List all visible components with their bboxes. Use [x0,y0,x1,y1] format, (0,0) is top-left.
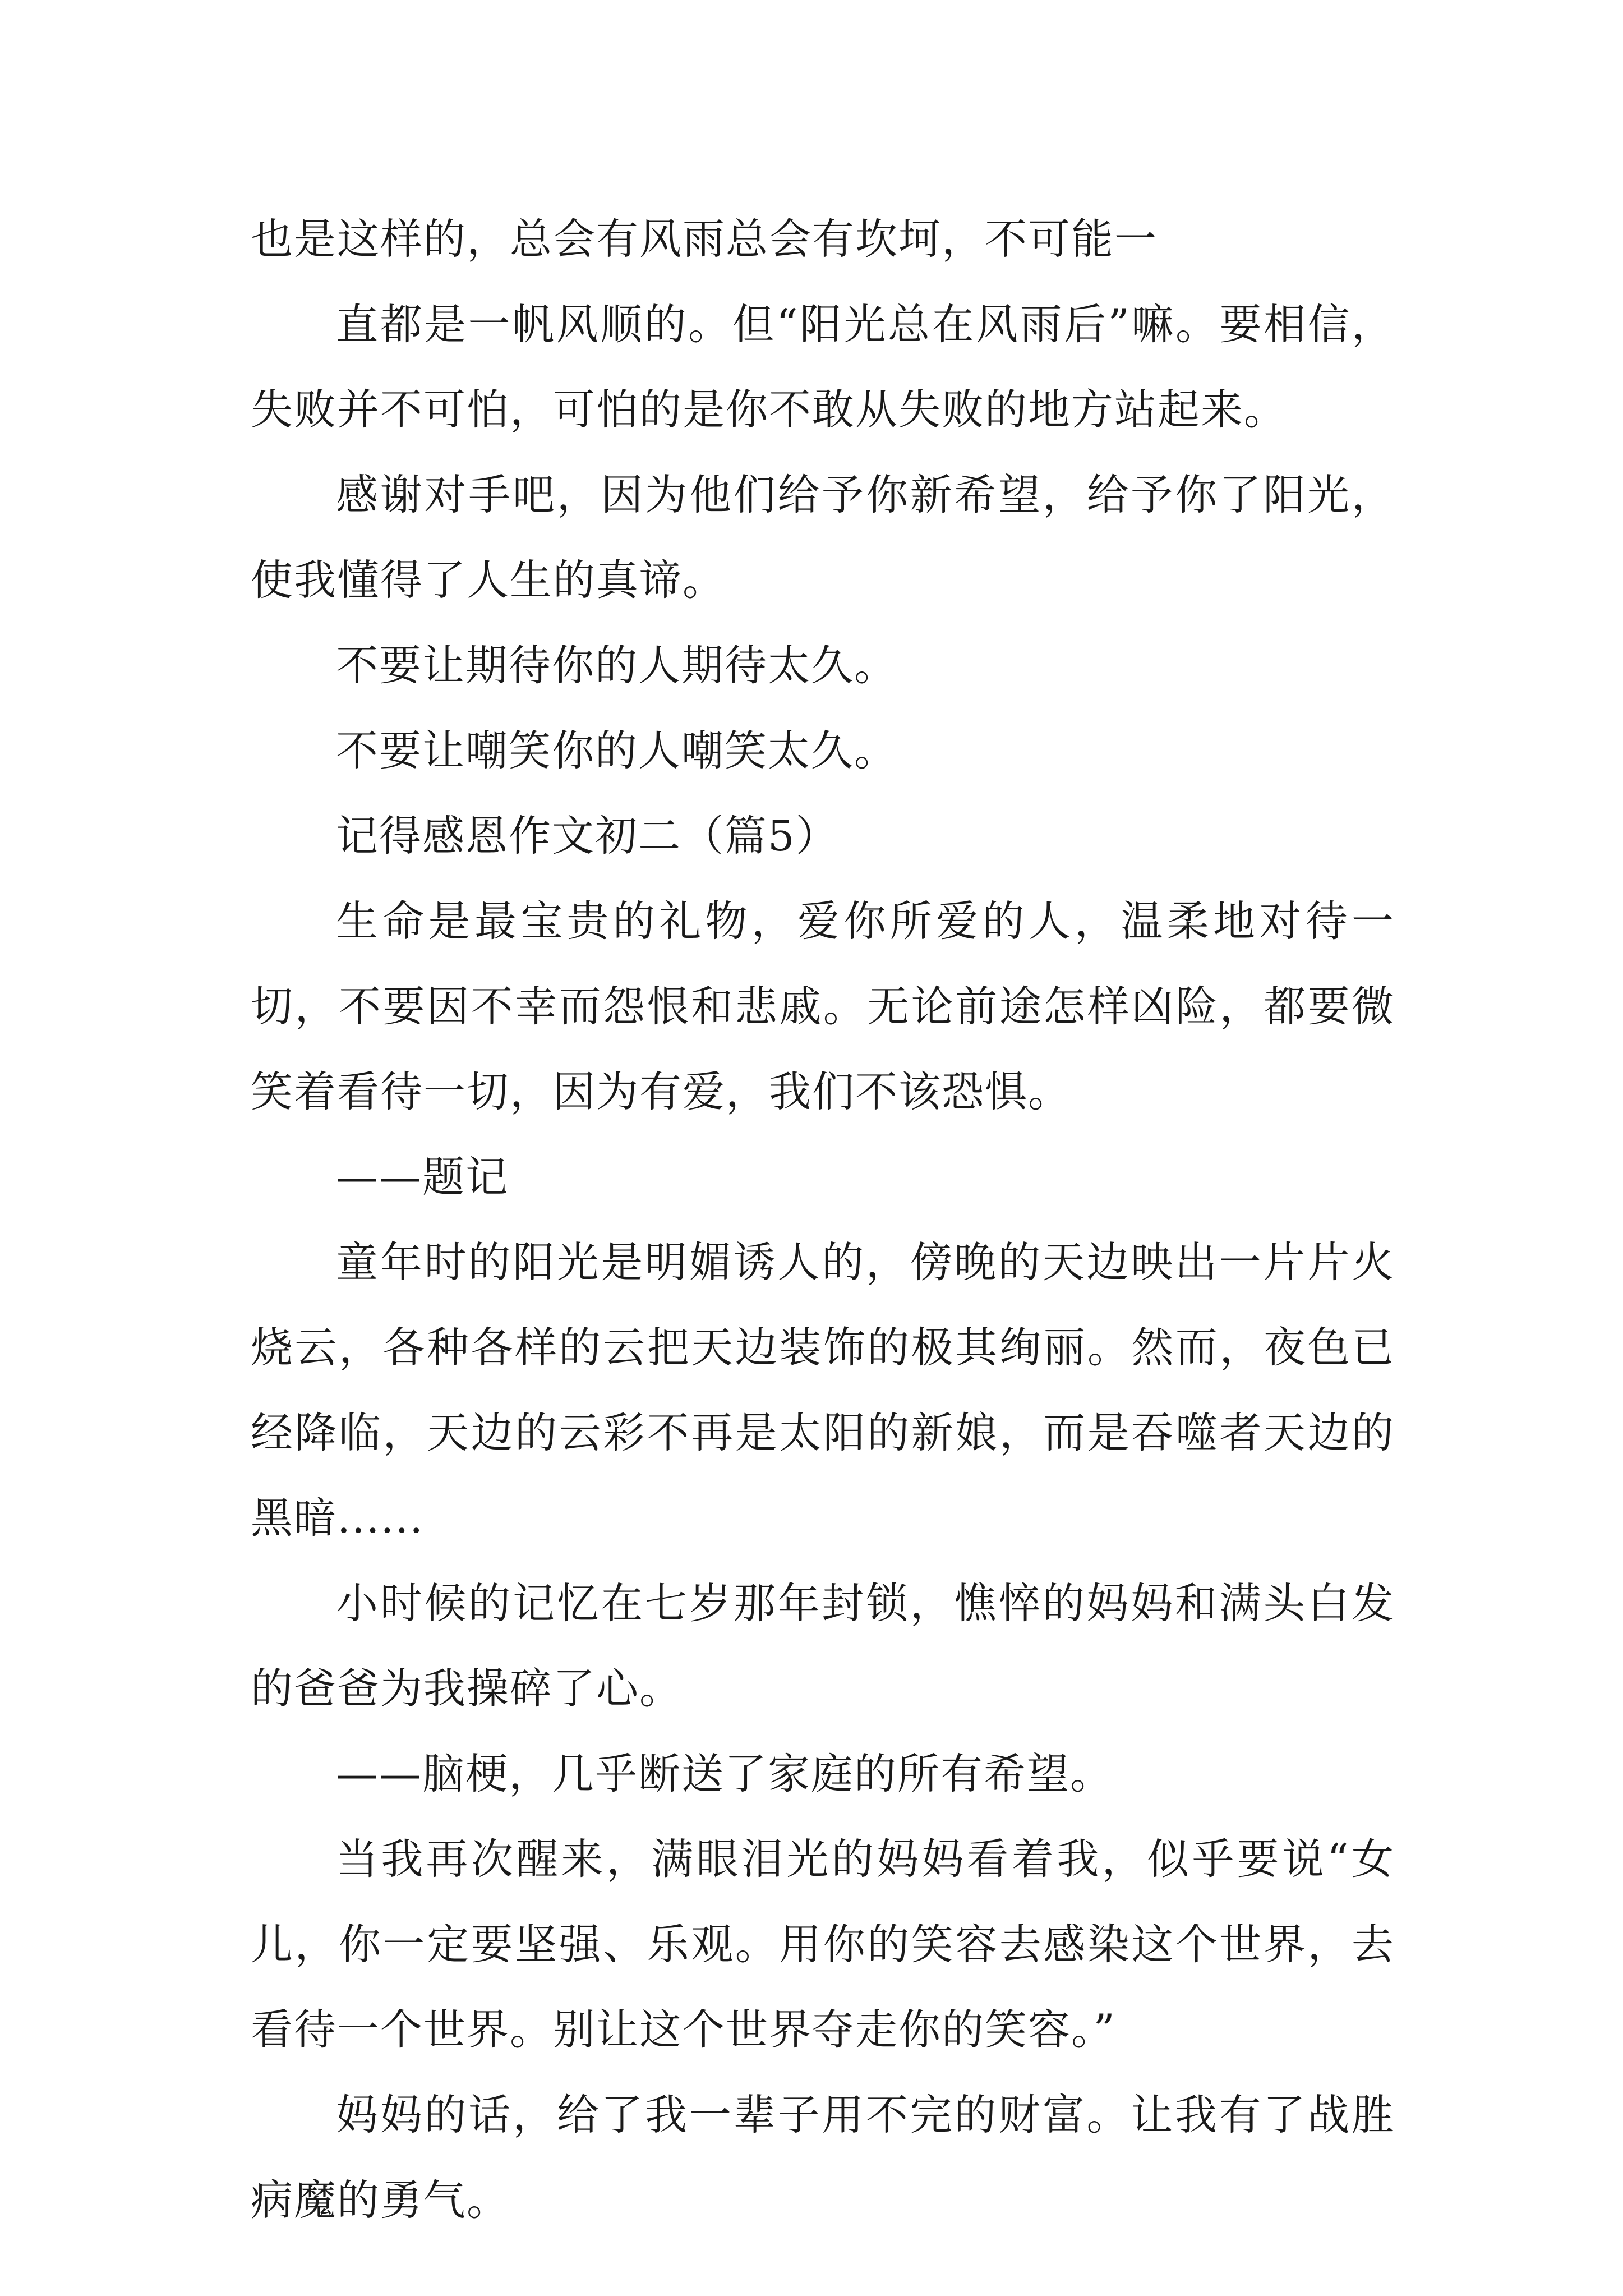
paragraph: ——脑梗，几乎断送了家庭的所有希望。 [336,1749,1114,1798]
epigraph-attribution: ——题记 [336,1152,509,1202]
paragraph: 感谢对手吧，因为他们给予你新希望，给予你了阳光，使我懂得了人生的真谛。 [251,470,1395,605]
paragraph: 不要让嘲笑你的人嘲笑太久。 [336,726,898,775]
paragraph: 当我再次醒来，满眼泪光的妈妈看着我，似乎要说“女儿，你一定要坚强、乐观。用你的笑容去感染这个世界，去看待一个世界。别让这个世界夺走你的笑容。” [251,1834,1395,2054]
paragraph: 生命是最宝贵的礼物，爱你所爱的人，温柔地对待一切，不要因不幸而怨恨和悲戚。无论前途怎样凶险，都要微笑着看待一切，因为有爱，我们不该恐惧。 [251,896,1395,1116]
essay-body [251,196,1395,2243]
paragraph: 直都是一帆风顺的。但“阳光总在风雨后”嘛。要相信，失败并不可怕，可怕的是你不敢从失败的地方站起来。 [251,300,1395,434]
paragraph: 不要让期待你的人期待太久。 [336,641,898,690]
paragraph: 童年时的阳光是明媚诱人的，傍晚的天边映出一片片火烧云，各种各样的云把天边装饰的极其绚丽。然而，夜色已经降临，天边的云彩不再是太阳的新娘，而是吞噬者天边的黑暗...... [251,1237,1395,1543]
paragraph-continuation: 也是这样的，总会有风雨总会有坎坷，不可能一 [251,214,1158,264]
section-heading: 记得感恩作文初二（篇5） [336,811,839,861]
paragraph: 小时候的记忆在七岁那年封锁，憔悴的妈妈和满头白发的爸爸为我操碎了心。 [251,1579,1395,1713]
paragraph: 妈妈的话，给了我一辈子用不完的财富。让我有了战胜病魔的勇气。 [251,2090,1395,2225]
